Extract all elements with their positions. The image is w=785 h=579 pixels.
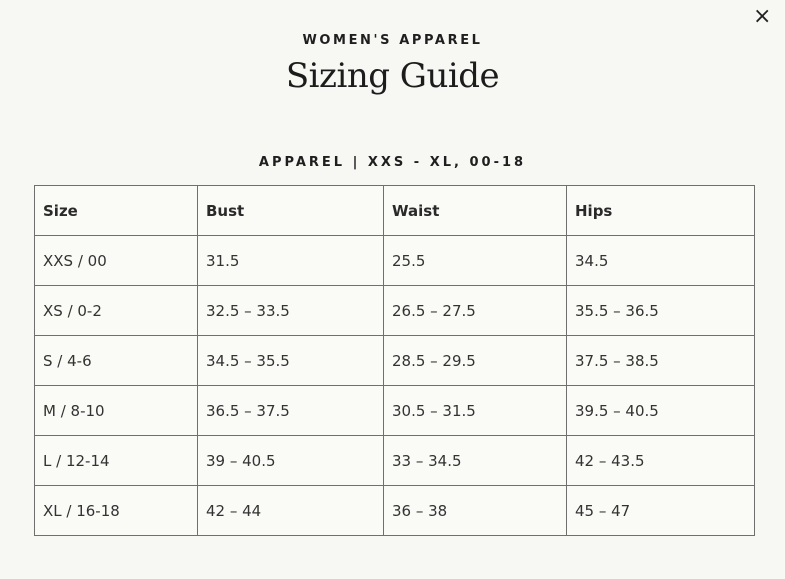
column-header-size: Size — [35, 186, 198, 236]
page-title: Sizing Guide — [285, 56, 500, 96]
bust-cell: 36.5 – 37.5 — [198, 386, 384, 436]
hips-cell: 34.5 — [567, 236, 755, 286]
bust-cell: 34.5 – 35.5 — [198, 336, 384, 386]
close-icon[interactable]: × — [753, 4, 772, 29]
table-row — [35, 386, 755, 436]
size-cell: XS / 0-2 — [35, 286, 198, 336]
table-header-row — [35, 186, 755, 236]
column-header-hips: Hips — [567, 186, 755, 236]
hips-cell: 37.5 – 38.5 — [567, 336, 755, 386]
size-cell: M / 8-10 — [35, 386, 198, 436]
table-row — [35, 286, 755, 336]
waist-cell: 25.5 — [384, 236, 567, 286]
table-row — [35, 336, 755, 386]
hips-cell: 42 – 43.5 — [567, 436, 755, 486]
bust-cell: 32.5 – 33.5 — [198, 286, 384, 336]
column-header-waist: Waist — [384, 186, 567, 236]
eyebrow-label: WOMEN'S APPAREL — [302, 33, 483, 48]
table-row — [35, 236, 755, 286]
size-cell: XXS / 00 — [35, 236, 198, 286]
size-cell: L / 12-14 — [35, 436, 198, 486]
waist-cell: 26.5 – 27.5 — [384, 286, 567, 336]
waist-cell: 33 – 34.5 — [384, 436, 567, 486]
table-heading: APPAREL | XXS - XL, 00-18 — [258, 155, 527, 170]
table-row — [35, 436, 755, 486]
waist-cell: 30.5 – 31.5 — [384, 386, 567, 436]
size-cell: XL / 16-18 — [35, 486, 198, 536]
bust-cell: 39 – 40.5 — [198, 436, 384, 486]
hips-cell: 45 – 47 — [567, 486, 755, 536]
hips-cell: 39.5 – 40.5 — [567, 386, 755, 436]
bust-cell: 42 – 44 — [198, 486, 384, 536]
table-row — [35, 486, 755, 536]
size-cell: S / 4-6 — [35, 336, 198, 386]
waist-cell: 36 – 38 — [384, 486, 567, 536]
hips-cell: 35.5 – 36.5 — [567, 286, 755, 336]
sizing-table — [34, 185, 755, 536]
bust-cell: 31.5 — [198, 236, 384, 286]
waist-cell: 28.5 – 29.5 — [384, 336, 567, 386]
column-header-bust: Bust — [198, 186, 384, 236]
